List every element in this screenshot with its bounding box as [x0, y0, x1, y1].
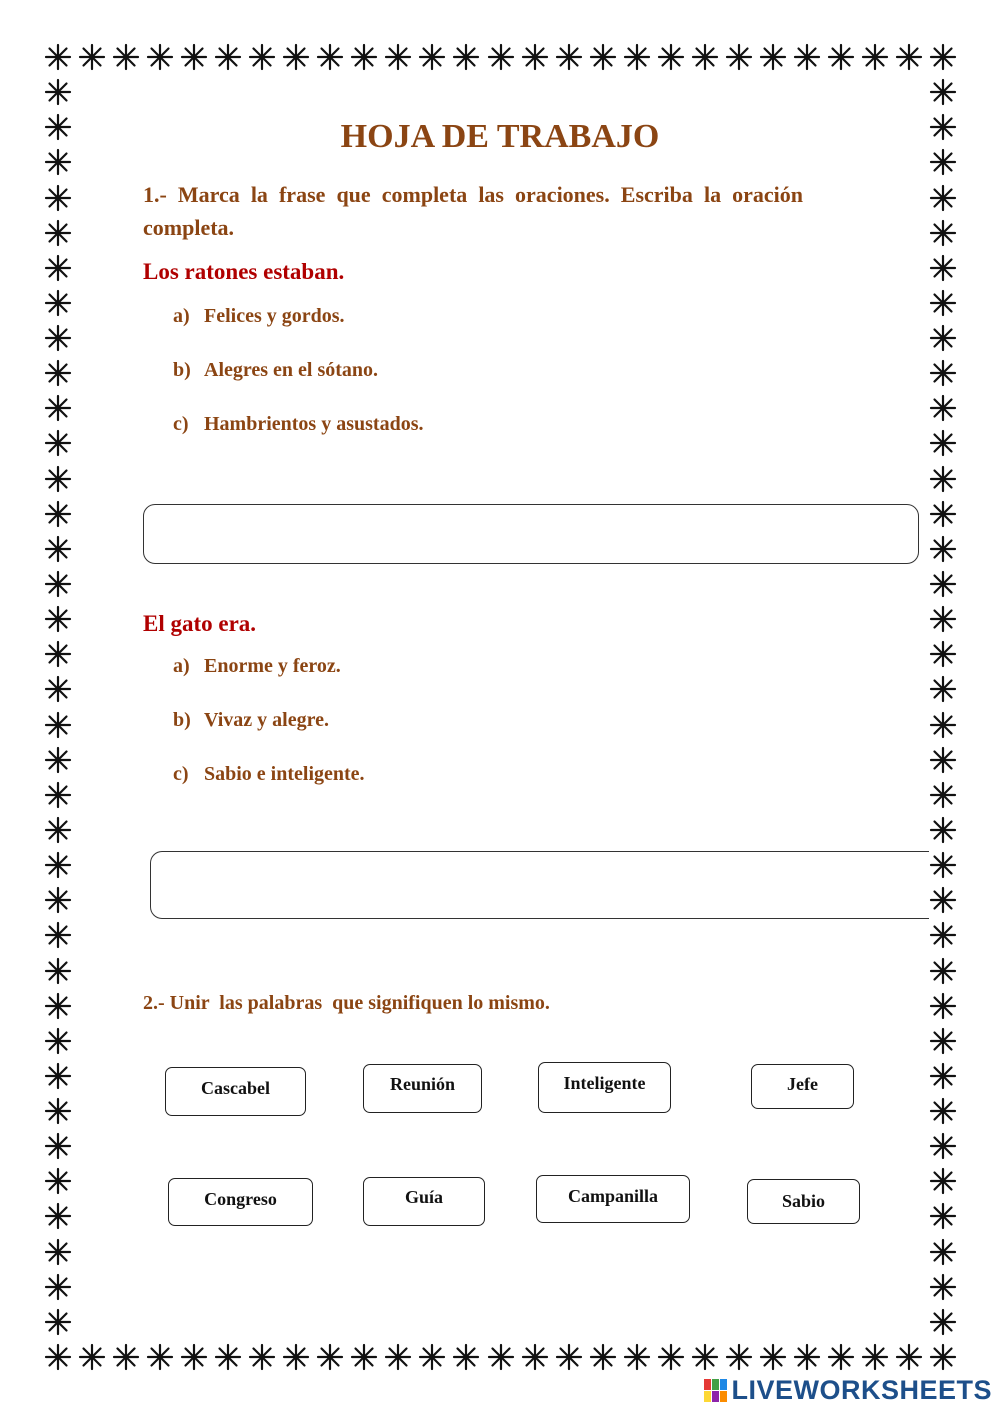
- border-star-icon: [895, 1343, 923, 1371]
- border-star-icon: [44, 535, 72, 563]
- border-star-icon: [929, 535, 957, 563]
- border-star-icon: [555, 1343, 583, 1371]
- border-star-icon: [929, 1308, 957, 1336]
- border-star-icon: [929, 640, 957, 668]
- border-star-icon: [248, 1343, 276, 1371]
- border-star-icon: [44, 1167, 72, 1195]
- border-star-icon: [214, 43, 242, 71]
- border-star-icon: [521, 43, 549, 71]
- border-star-icon: [929, 816, 957, 844]
- border-star-icon: [929, 675, 957, 703]
- border-star-icon: [44, 675, 72, 703]
- border-star-icon: [44, 1097, 72, 1125]
- option-text: Enorme y feroz.: [204, 655, 341, 677]
- border-star-icon: [827, 1343, 855, 1371]
- question-2-answer-input[interactable]: [150, 851, 929, 919]
- border-star-icon: [418, 43, 446, 71]
- border-star-icon: [112, 43, 140, 71]
- border-star-icon: [589, 1343, 617, 1371]
- question-2-option-a[interactable]: [173, 655, 341, 678]
- question-2-option-b[interactable]: [173, 709, 329, 732]
- border-star-icon: [44, 359, 72, 387]
- option-letter: b): [173, 359, 191, 381]
- border-star-icon: [929, 1097, 957, 1125]
- border-star-icon: [929, 1202, 957, 1230]
- word-box-campanilla[interactable]: Campanilla: [536, 1175, 690, 1223]
- border-star-icon: [929, 886, 957, 914]
- border-star-icon: [623, 43, 651, 71]
- border-star-icon: [487, 1343, 515, 1371]
- border-star-icon: [725, 1343, 753, 1371]
- border-star-icon: [657, 1343, 685, 1371]
- option-letter: a): [173, 655, 190, 677]
- border-star-icon: [44, 816, 72, 844]
- border-star-icon: [180, 43, 208, 71]
- border-star-icon: [44, 465, 72, 493]
- border-star-icon: [657, 43, 685, 71]
- border-star-icon: [44, 394, 72, 422]
- border-star-icon: [929, 1273, 957, 1301]
- option-letter: a): [173, 305, 190, 327]
- word-box-congreso[interactable]: Congreso: [168, 1178, 313, 1226]
- border-star-icon: [929, 219, 957, 247]
- question-2-prompt: El gato era.: [143, 611, 257, 636]
- border-star-icon: [44, 184, 72, 212]
- border-star-icon: [44, 1308, 72, 1336]
- word-box-sabio[interactable]: Sabio: [747, 1179, 860, 1224]
- border-star-icon: [691, 1343, 719, 1371]
- word-box-cascabel[interactable]: Cascabel: [165, 1067, 306, 1116]
- question-2-option-c[interactable]: [173, 763, 365, 786]
- border-star-icon: [827, 43, 855, 71]
- border-star-icon: [929, 1027, 957, 1055]
- border-star-icon: [44, 1343, 72, 1371]
- border-star-icon: [691, 43, 719, 71]
- border-star-icon: [929, 254, 957, 282]
- border-star-icon: [44, 324, 72, 352]
- border-star-icon: [350, 43, 378, 71]
- border-star-icon: [44, 1202, 72, 1230]
- border-star-icon: [44, 711, 72, 739]
- border-star-icon: [861, 1343, 889, 1371]
- border-star-icon: [487, 43, 515, 71]
- word-box-inteligente[interactable]: Inteligente: [538, 1062, 671, 1113]
- border-star-icon: [44, 1238, 72, 1266]
- border-star-icon: [793, 1343, 821, 1371]
- border-star-icon: [929, 429, 957, 457]
- border-star-icon: [44, 1027, 72, 1055]
- border-star-icon: [44, 605, 72, 633]
- border-star-icon: [929, 746, 957, 774]
- page-title: HOJA DE TRABAJO: [340, 118, 660, 155]
- border-star-icon: [452, 1343, 480, 1371]
- border-star-icon: [112, 1343, 140, 1371]
- question-1-prompt: Los ratones estaban.: [143, 259, 345, 284]
- border-star-icon: [929, 184, 957, 212]
- border-star-icon: [759, 1343, 787, 1371]
- option-letter: c): [173, 763, 189, 785]
- border-star-icon: [78, 43, 106, 71]
- border-star-icon: [929, 957, 957, 985]
- border-star-icon: [521, 1343, 549, 1371]
- border-star-icon: [929, 921, 957, 949]
- border-star-icon: [146, 1343, 174, 1371]
- border-star-icon: [282, 43, 310, 71]
- border-star-icon: [929, 781, 957, 809]
- border-star-icon: [44, 921, 72, 949]
- border-star-icon: [146, 43, 174, 71]
- border-star-icon: [929, 1167, 957, 1195]
- border-star-icon: [44, 1273, 72, 1301]
- question-1-option-b[interactable]: [173, 359, 378, 382]
- border-star-icon: [895, 43, 923, 71]
- border-star-icon: [759, 43, 787, 71]
- border-star-icon: [452, 43, 480, 71]
- liveworksheets-icon: [704, 1379, 728, 1403]
- border-star-icon: [44, 851, 72, 879]
- border-star-icon: [929, 1238, 957, 1266]
- option-text: Vivaz y alegre.: [204, 709, 329, 731]
- border-star-icon: [282, 1343, 310, 1371]
- border-star-icon: [248, 43, 276, 71]
- word-box-reunion[interactable]: Reunión: [363, 1064, 482, 1113]
- border-star-icon: [725, 43, 753, 71]
- border-star-icon: [44, 254, 72, 282]
- border-star-icon: [44, 1132, 72, 1160]
- border-star-icon: [44, 640, 72, 668]
- border-star-icon: [929, 289, 957, 317]
- border-star-icon: [929, 605, 957, 633]
- border-star-icon: [929, 324, 957, 352]
- border-star-icon: [316, 43, 344, 71]
- border-star-icon: [793, 43, 821, 71]
- section2-instruction: 2.- Unir las palabras que signifiquen lo mismo.: [143, 992, 550, 1014]
- border-star-icon: [623, 1343, 651, 1371]
- word-box-jefe[interactable]: Jefe: [751, 1064, 854, 1109]
- border-star-icon: [384, 1343, 412, 1371]
- option-text: Alegres en el sótano.: [204, 359, 379, 381]
- border-star-icon: [418, 1343, 446, 1371]
- question-1-answer-input[interactable]: [143, 504, 919, 564]
- border-star-icon: [44, 219, 72, 247]
- border-star-icon: [44, 992, 72, 1020]
- border-star-icon: [214, 1343, 242, 1371]
- liveworksheets-logo[interactable]: [704, 1375, 992, 1406]
- option-text: Hambrientos y asustados.: [204, 413, 424, 435]
- border-star-icon: [555, 43, 583, 71]
- border-star-icon: [44, 957, 72, 985]
- border-star-icon: [44, 570, 72, 598]
- border-star-icon: [929, 711, 957, 739]
- border-star-icon: [929, 1132, 957, 1160]
- border-star-icon: [589, 43, 617, 71]
- border-star-icon: [316, 1343, 344, 1371]
- border-star-icon: [44, 746, 72, 774]
- border-star-icon: [929, 78, 957, 106]
- option-letter: b): [173, 709, 191, 731]
- border-star-icon: [929, 500, 957, 528]
- section1-instruction: 1.- Marca la frase que completa las oraciones. Escriba la oración completa.: [143, 182, 803, 240]
- border-star-icon: [44, 289, 72, 317]
- border-star-icon: [929, 851, 957, 879]
- option-text: Sabio e inteligente.: [204, 763, 365, 785]
- border-star-icon: [929, 359, 957, 387]
- question-1-option-a[interactable]: [173, 305, 345, 328]
- border-star-icon: [44, 43, 72, 71]
- border-star-icon: [929, 992, 957, 1020]
- border-star-icon: [861, 43, 889, 71]
- border-star-icon: [929, 1062, 957, 1090]
- border-star-icon: [384, 43, 412, 71]
- border-star-icon: [44, 886, 72, 914]
- border-star-icon: [929, 465, 957, 493]
- border-star-icon: [929, 1343, 957, 1371]
- question-1-option-c[interactable]: [173, 413, 423, 436]
- border-star-icon: [44, 78, 72, 106]
- border-star-icon: [350, 1343, 378, 1371]
- border-star-icon: [44, 500, 72, 528]
- option-text: Felices y gordos.: [204, 305, 345, 327]
- word-box-guia[interactable]: Guía: [363, 1177, 485, 1226]
- border-star-icon: [44, 1062, 72, 1090]
- option-letter: c): [173, 413, 189, 435]
- border-star-icon: [44, 781, 72, 809]
- border-star-icon: [180, 1343, 208, 1371]
- border-star-icon: [44, 429, 72, 457]
- border-star-icon: [929, 570, 957, 598]
- border-star-icon: [78, 1343, 106, 1371]
- brand-text: LIVEWORKSHEETS: [731, 1375, 992, 1405]
- border-star-icon: [929, 394, 957, 422]
- border-star-icon: [929, 43, 957, 71]
